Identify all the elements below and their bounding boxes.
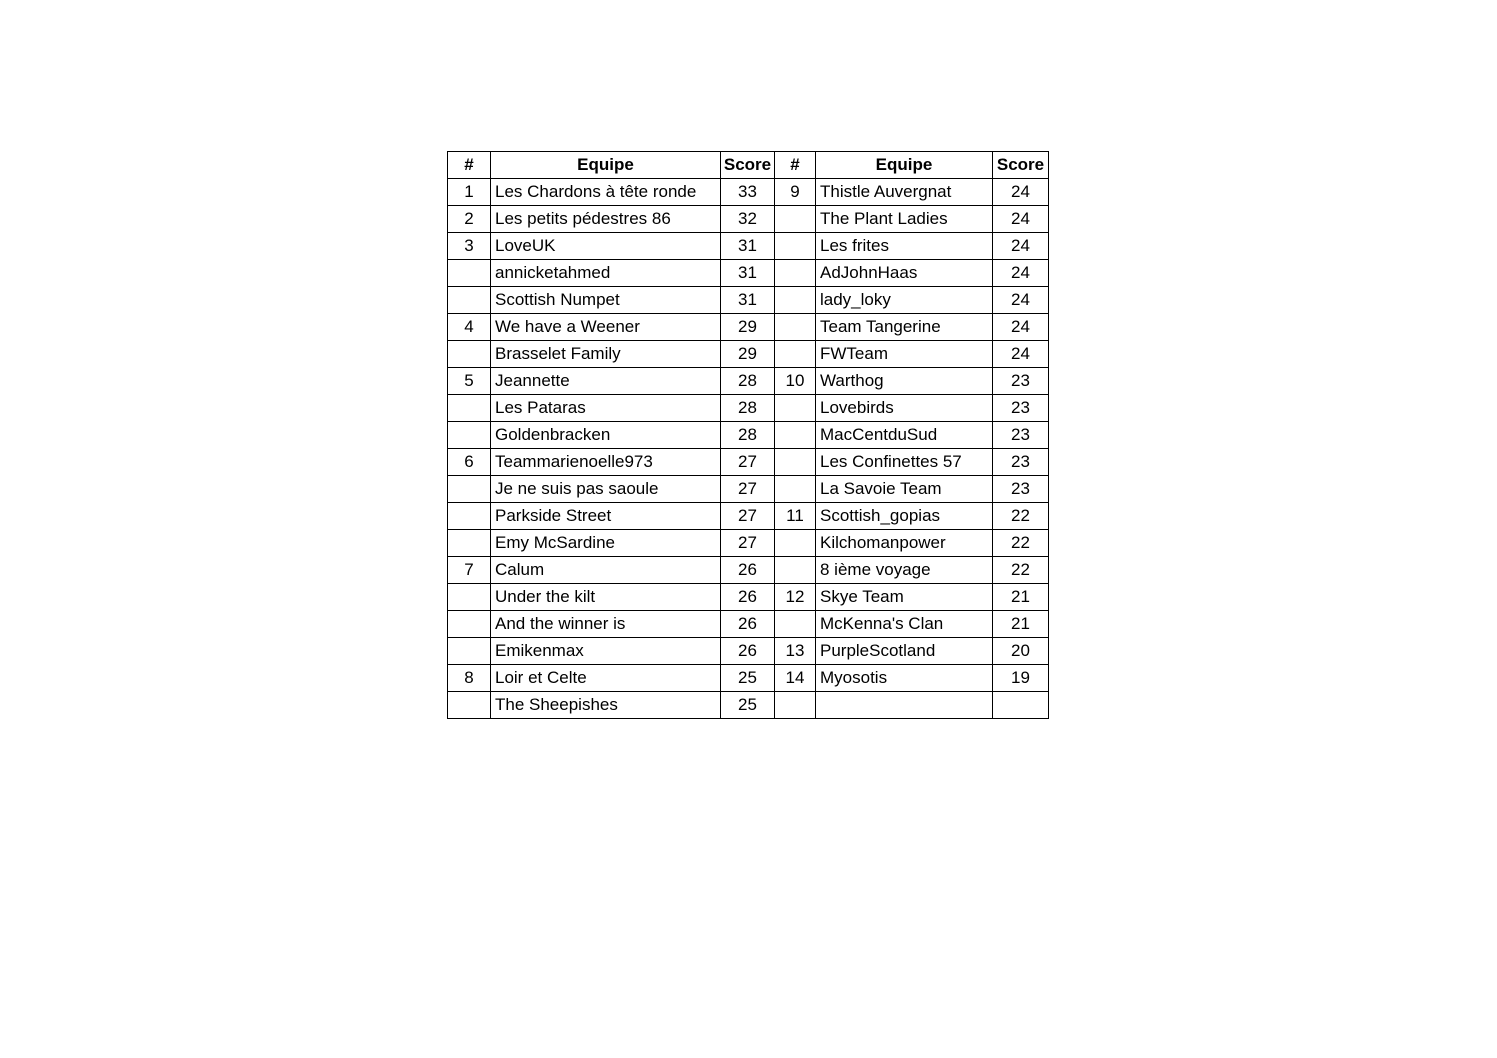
results-table	[447, 151, 1049, 719]
cell-team-right: Thistle Auvergnat	[816, 179, 993, 206]
cell-score-right: 23	[993, 476, 1049, 503]
cell-score-right: 23	[993, 422, 1049, 449]
cell-score-right: 21	[993, 611, 1049, 638]
cell-score-right: 23	[993, 395, 1049, 422]
cell-score-left: 25	[721, 692, 775, 719]
cell-rank-left	[448, 611, 491, 638]
cell-score-left: 26	[721, 584, 775, 611]
cell-score-left: 28	[721, 395, 775, 422]
cell-team-left: Under the kilt	[491, 584, 721, 611]
cell-team-right: Kilchomanpower	[816, 530, 993, 557]
table-row	[448, 584, 1049, 611]
cell-rank-right	[775, 287, 816, 314]
cell-team-right	[816, 692, 993, 719]
cell-team-right: Lovebirds	[816, 395, 993, 422]
cell-rank-right: 11	[775, 503, 816, 530]
cell-rank-right	[775, 395, 816, 422]
cell-score-right: 24	[993, 287, 1049, 314]
header-score-right: Score	[993, 152, 1049, 179]
cell-rank-left: 7	[448, 557, 491, 584]
cell-rank-left	[448, 476, 491, 503]
cell-rank-left	[448, 287, 491, 314]
cell-score-left: 28	[721, 368, 775, 395]
cell-score-right: 20	[993, 638, 1049, 665]
cell-score-left: 31	[721, 260, 775, 287]
cell-rank-left	[448, 395, 491, 422]
table-row	[448, 287, 1049, 314]
cell-team-right: Scottish_gopias	[816, 503, 993, 530]
cell-team-left: Je ne suis pas saoule	[491, 476, 721, 503]
table-row	[448, 692, 1049, 719]
header-row	[448, 152, 1049, 179]
cell-team-right: Les frites	[816, 233, 993, 260]
cell-team-left: LoveUK	[491, 233, 721, 260]
cell-team-left: Les Chardons à tête ronde	[491, 179, 721, 206]
cell-team-right: FWTeam	[816, 341, 993, 368]
cell-score-right: 24	[993, 341, 1049, 368]
cell-score-left: 27	[721, 476, 775, 503]
cell-score-left: 32	[721, 206, 775, 233]
cell-rank-left: 8	[448, 665, 491, 692]
cell-rank-left	[448, 503, 491, 530]
cell-rank-right	[775, 692, 816, 719]
header-rank-left: #	[448, 152, 491, 179]
cell-team-left: Les petits pédestres 86	[491, 206, 721, 233]
cell-team-right: MacCentduSud	[816, 422, 993, 449]
cell-team-right: Skye Team	[816, 584, 993, 611]
cell-score-right: 24	[993, 206, 1049, 233]
cell-rank-right: 13	[775, 638, 816, 665]
table-row	[448, 530, 1049, 557]
cell-team-right: McKenna's Clan	[816, 611, 993, 638]
cell-rank-right	[775, 449, 816, 476]
cell-rank-right: 10	[775, 368, 816, 395]
cell-team-right: Team Tangerine	[816, 314, 993, 341]
cell-score-right: 24	[993, 233, 1049, 260]
cell-rank-left: 5	[448, 368, 491, 395]
table-row	[448, 260, 1049, 287]
table-row	[448, 665, 1049, 692]
cell-rank-right	[775, 557, 816, 584]
table-row	[448, 206, 1049, 233]
cell-rank-left	[448, 584, 491, 611]
cell-rank-left	[448, 638, 491, 665]
cell-rank-left: 6	[448, 449, 491, 476]
cell-team-right: The Plant Ladies	[816, 206, 993, 233]
cell-score-right: 23	[993, 368, 1049, 395]
cell-score-right: 24	[993, 314, 1049, 341]
cell-score-left: 27	[721, 449, 775, 476]
cell-score-left: 29	[721, 341, 775, 368]
cell-rank-right: 9	[775, 179, 816, 206]
cell-team-left: Brasselet Family	[491, 341, 721, 368]
cell-rank-left: 3	[448, 233, 491, 260]
results-table-body	[448, 179, 1049, 719]
cell-score-right	[993, 692, 1049, 719]
cell-score-left: 26	[721, 611, 775, 638]
cell-rank-right: 14	[775, 665, 816, 692]
table-row	[448, 341, 1049, 368]
cell-rank-right	[775, 341, 816, 368]
cell-score-left: 27	[721, 530, 775, 557]
cell-rank-right	[775, 206, 816, 233]
cell-rank-right	[775, 233, 816, 260]
cell-score-left: 33	[721, 179, 775, 206]
cell-team-left: Scottish Numpet	[491, 287, 721, 314]
cell-score-left: 26	[721, 638, 775, 665]
table-row	[448, 449, 1049, 476]
cell-team-left: annicketahmed	[491, 260, 721, 287]
table-row	[448, 422, 1049, 449]
cell-score-left: 29	[721, 314, 775, 341]
cell-team-right: AdJohnHaas	[816, 260, 993, 287]
cell-team-right: PurpleScotland	[816, 638, 993, 665]
cell-team-left: Parkside Street	[491, 503, 721, 530]
cell-score-left: 31	[721, 233, 775, 260]
cell-score-right: 21	[993, 584, 1049, 611]
cell-team-right: 8 ième voyage	[816, 557, 993, 584]
cell-team-left: Emikenmax	[491, 638, 721, 665]
cell-rank-right	[775, 422, 816, 449]
cell-team-right: Warthog	[816, 368, 993, 395]
cell-score-left: 31	[721, 287, 775, 314]
cell-rank-right	[775, 260, 816, 287]
cell-team-right: lady_loky	[816, 287, 993, 314]
cell-team-left: Goldenbracken	[491, 422, 721, 449]
cell-rank-left: 1	[448, 179, 491, 206]
table-row	[448, 476, 1049, 503]
cell-score-right: 23	[993, 449, 1049, 476]
cell-rank-left	[448, 341, 491, 368]
table-row	[448, 611, 1049, 638]
cell-rank-left	[448, 260, 491, 287]
cell-team-left: We have a Weener	[491, 314, 721, 341]
cell-rank-right	[775, 476, 816, 503]
header-score-left: Score	[721, 152, 775, 179]
cell-score-left: 27	[721, 503, 775, 530]
cell-team-left: And the winner is	[491, 611, 721, 638]
cell-score-right: 24	[993, 179, 1049, 206]
cell-rank-left: 2	[448, 206, 491, 233]
cell-rank-left: 4	[448, 314, 491, 341]
cell-team-right: Les Confinettes 57	[816, 449, 993, 476]
cell-score-right: 22	[993, 503, 1049, 530]
cell-rank-right	[775, 611, 816, 638]
header-team-left: Equipe	[491, 152, 721, 179]
header-team-right: Equipe	[816, 152, 993, 179]
cell-rank-right	[775, 530, 816, 557]
table-row	[448, 179, 1049, 206]
cell-team-left: Jeannette	[491, 368, 721, 395]
table-row	[448, 233, 1049, 260]
cell-score-right: 22	[993, 557, 1049, 584]
cell-team-left: Calum	[491, 557, 721, 584]
results-table-header	[448, 152, 1049, 179]
cell-team-right: La Savoie Team	[816, 476, 993, 503]
cell-score-left: 26	[721, 557, 775, 584]
table-row	[448, 557, 1049, 584]
cell-score-right: 19	[993, 665, 1049, 692]
cell-team-left: Teammarienoelle973	[491, 449, 721, 476]
cell-rank-right	[775, 314, 816, 341]
table-row	[448, 314, 1049, 341]
cell-rank-right: 12	[775, 584, 816, 611]
table-row	[448, 368, 1049, 395]
cell-score-left: 28	[721, 422, 775, 449]
table-row	[448, 503, 1049, 530]
cell-team-left: The Sheepishes	[491, 692, 721, 719]
cell-team-left: Loir et Celte	[491, 665, 721, 692]
cell-team-left: Emy McSardine	[491, 530, 721, 557]
cell-score-right: 24	[993, 260, 1049, 287]
header-rank-right: #	[775, 152, 816, 179]
cell-rank-left	[448, 422, 491, 449]
cell-rank-left	[448, 692, 491, 719]
table-row	[448, 638, 1049, 665]
table-row	[448, 395, 1049, 422]
cell-team-left: Les Pataras	[491, 395, 721, 422]
cell-team-right: Myosotis	[816, 665, 993, 692]
cell-rank-left	[448, 530, 491, 557]
cell-score-left: 25	[721, 665, 775, 692]
cell-score-right: 22	[993, 530, 1049, 557]
